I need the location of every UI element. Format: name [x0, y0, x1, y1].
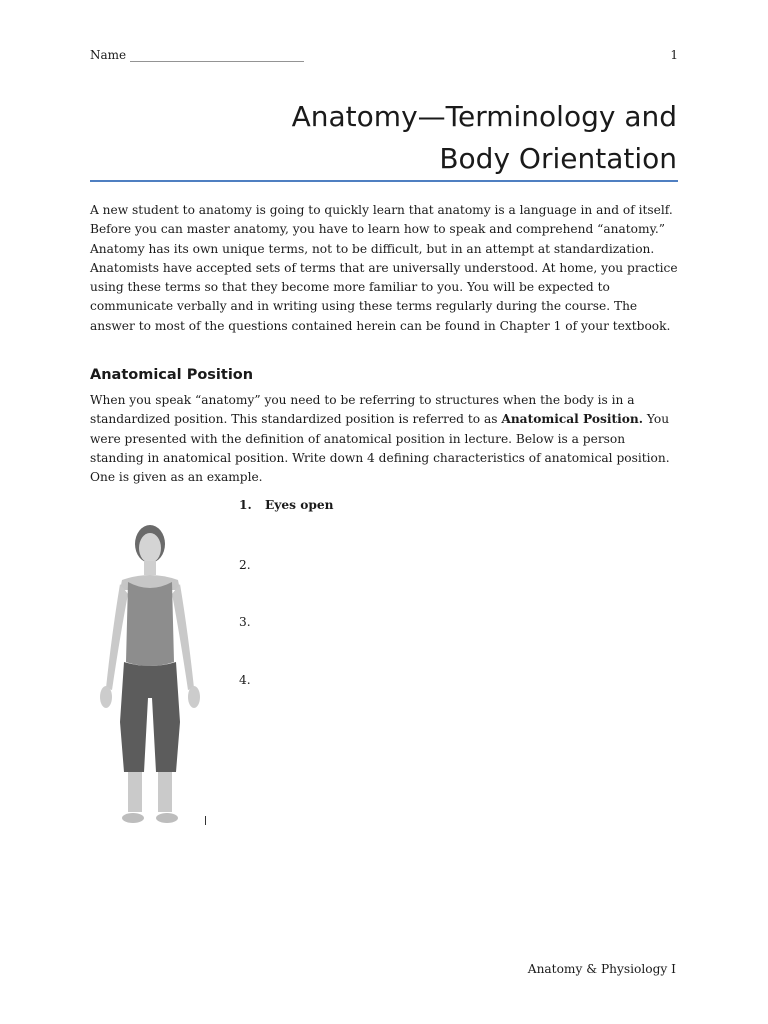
name-field-label: Name _____________________________: [90, 48, 304, 62]
list-item-4: [239, 673, 265, 687]
section-text-part-2: You were presented with the definition of anatomical position in lecture. Below is a person standing in anatomical position. Write down 4 defining characteristics of anatomical position. One is given as an example.: [90, 412, 670, 485]
list-item-1: [239, 498, 334, 512]
page-number: 1: [670, 48, 678, 62]
list-number-4: 4.: [239, 673, 251, 687]
intro-paragraph: A new student to anatomy is going to quickly learn that anatomy is a language in and of itself. Before you can master anatomy, you have to learn how to speak and comprehend “anatomy.” Anatomy has its own unique terms, not to be difficult, but in an attempt at standardization. Anatomists have accepted sets of terms that are universally understood. At home, you practice using these terms so that they become more familiar to you. You will be expected to communicate verbally and in writing using these terms regularly during the course. The answer to most of the questions contained herein can be found in Chapter 1 of your textbook.: [90, 203, 678, 333]
title-line-2: Body Orientation: [439, 142, 677, 175]
section-text-part-1: When you speak “anatomy” you need to be referring to structures when the body is in a standardized position. This standardized position is referred to as: [90, 393, 635, 427]
section-heading-anatomical-position: Anatomical Position: [90, 367, 254, 383]
section-text-bold-term: Anatomical Position.: [501, 412, 643, 427]
list-number-1: 1.: [239, 498, 252, 512]
document-title: [90, 96, 677, 180]
list-number-3: 3.: [239, 615, 251, 629]
title-line-1: Anatomy—Terminology and: [291, 100, 677, 133]
list-item-2: [239, 558, 265, 572]
section-paragraph: [90, 391, 682, 487]
page-header: [90, 48, 678, 66]
list-number-2: 2.: [239, 558, 251, 572]
title-underline-divider: [90, 180, 678, 182]
page-footer: Anatomy & Physiology I: [527, 962, 676, 976]
anatomical-position-figure-image: [88, 522, 212, 828]
list-item-3: [239, 615, 265, 629]
text-cursor-mark: [205, 816, 206, 825]
person-standing-illustration: [88, 522, 212, 828]
list-answer-1: Eyes open: [265, 498, 334, 512]
